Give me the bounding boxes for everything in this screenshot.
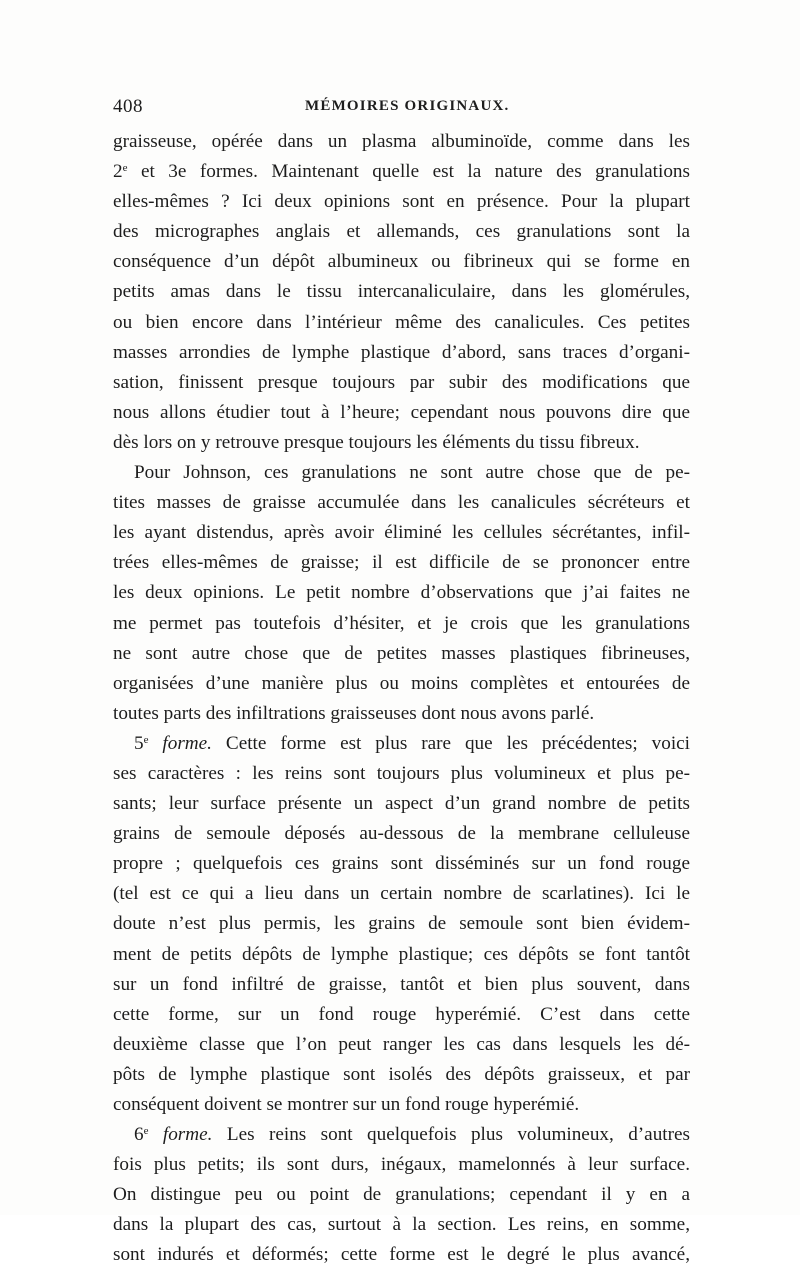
text-line [113,428,690,458]
ordinal-superscript: e [143,1125,149,1138]
text-line [113,789,690,819]
line-text: On distingue peu ou point de granulations; cependant il y en a [113,1184,690,1206]
line-text: dans la plupart des cas, surtout à la section. Les reins, en somme, [113,1214,690,1236]
text-line [113,1090,690,1120]
ordinal-superscript: e [143,733,149,746]
line-text: me permet pas toutefois d’hésiter, et je crois que les granulations [113,612,690,634]
line-text: des micrographes anglais et allemands, ces granulations sont la [113,221,690,243]
line-text: dès lors on y retrouve presque toujours les éléments du tissu fibreux. [113,431,640,453]
ordinal-number: 6 [134,1124,144,1146]
text-line [113,488,690,518]
text-line [113,1240,690,1270]
ordinal-number: 5 [134,732,144,754]
line-text: les deux opinions. Le petit nombre d’observations que j’ai faites ne [113,582,690,604]
text-line [113,338,690,368]
ordinal-number: 2 [113,161,123,183]
line-text: ses caractères : les reins sont toujours plus volumineux et plus pe- [113,762,690,784]
line-text: propre ; quelquefois ces grains sont disséminés sur un fond rouge [113,853,690,875]
text-line [113,217,690,247]
text-line [113,187,690,217]
text-line [113,1180,690,1210]
page-number: 408 [113,96,143,117]
line-text: (tel est ce qui a lieu dans un certain nombre de scarlatines). Ici le [113,883,690,905]
text-line [113,157,690,187]
line-text: cette forme, sur un fond rouge hyperémié. C’est dans cette [113,1003,690,1025]
line-text: deuxième classe que l’on peut ranger les cas dans lesquels les dé- [113,1033,690,1055]
line-text: trées elles-mêmes de graisse; il est difficile de se prononcer entre [113,552,690,574]
line-text: ou bien encore dans l’intérieur même des canalicules. Ces petites [113,311,690,333]
line-text: grains de semoule déposés au-dessous de la membrane celluleuse [113,823,690,845]
text-line [113,879,690,909]
text-line [113,398,690,428]
text-line [113,699,690,729]
line-text: sur un fond infiltré de graisse, tantôt et bien plus souvent, dans [113,973,690,995]
line-text: sont indurés et déformés; cette forme est le degré le plus avancé, [113,1244,690,1266]
line-text: pôts de lymphe plastique sont isolés des dépôts graisseux, et par [113,1063,690,1085]
line-text: sants; leur surface présente un aspect d’un grand nombre de petits [113,793,690,815]
line-text: fois plus petits; ils sont durs, inégaux, mamelonnés à leur surface. [113,1154,690,1176]
text-line [113,127,690,157]
body-text [113,127,690,1271]
section-term: forme. [148,1124,213,1146]
text-line [113,277,690,307]
line-text: petits amas dans le tissu intercanaliculaire, dans les glomérules, [113,281,690,303]
text-line [113,609,690,639]
line-text: conséquence d’un dépôt albumineux ou fibrineux qui se forme en [113,251,690,273]
line-text: tites masses de graisse accumulée dans les canalicules sécréteurs et [113,492,690,514]
text-line [113,729,690,759]
text-line [113,548,690,578]
line-text: Cette forme est plus rare que les précédentes; voici [211,732,690,754]
section-term: forme. [148,732,212,754]
text-line [113,639,690,669]
ordinal-superscript: e [122,162,128,175]
text-line [113,1120,690,1150]
text-line [113,247,690,277]
line-text: ment de petits dépôts de lymphe plastique; ces dépôts se font tantôt [113,943,690,965]
text-line [113,819,690,849]
line-text: Les reins sont quelquefois plus volumineux, d’autres [212,1124,690,1146]
text-line [113,669,690,699]
text-line [113,970,690,1000]
line-text: organisées d’une manière plus ou moins complètes et entourées de [113,672,690,694]
line-text: graisseuse, opérée dans un plasma albuminoïde, comme dans les [113,131,690,152]
text-line [113,368,690,398]
text-line [113,578,690,608]
line-text: les ayant distendus, après avoir éliminé les cellules sécrétantes, infil- [113,522,690,544]
text-line [113,308,690,338]
text-line [113,759,690,789]
text-line [113,1150,690,1180]
text-line [113,1060,690,1090]
line-text: ne sont autre chose que de petites masses plastiques fibrineuses, [113,642,690,664]
running-title: MÉMOIRES ORIGINAUX. [305,98,510,114]
text-line [113,1000,690,1030]
line-text: toutes parts des infiltrations graisseuses dont nous avons parlé. [113,702,595,724]
text-line [113,518,690,548]
text-line [113,458,690,488]
page-header [113,96,690,126]
text-line [113,909,690,939]
line-text: doute n’est plus permis, les grains de semoule sont bien évidem- [113,913,690,935]
line-text: elles-mêmes ? Ici deux opinions sont en présence. Pour la plupart [113,191,690,213]
text-line [113,1030,690,1060]
line-text: Pour Johnson, ces granulations ne sont autre chose que de pe- [134,462,690,484]
line-text: masses arrondies de lymphe plastique d’abord, sans traces d’organi- [113,341,690,363]
line-text: nous allons étudier tout à l’heure; cependant nous pouvons dire que [113,401,690,423]
text-line [113,849,690,879]
text-line [113,940,690,970]
line-text: sation, finissent presque toujours par subir des modifications que [113,371,690,393]
line-text: et 3e formes. Maintenant quelle est la nature des granulations [127,161,690,183]
line-text: conséquent doivent se montrer sur un fond rouge hyperémié. [113,1094,580,1115]
